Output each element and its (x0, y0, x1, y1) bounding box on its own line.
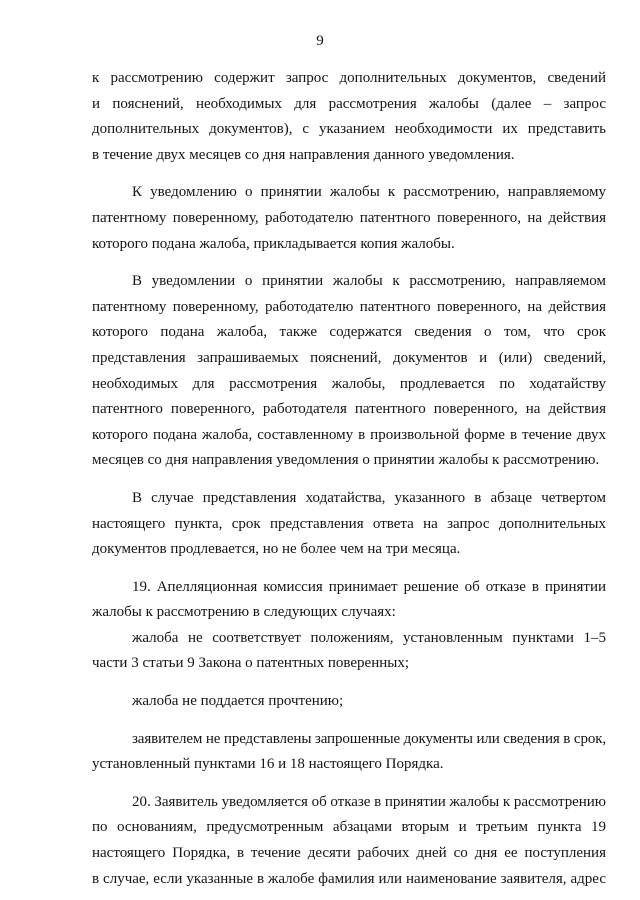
text-line: установленный пунктами 16 и 18 настоящего Порядка. (92, 756, 444, 773)
text-line: представления запрашиваемых пояснений, документов и (или) сведений, (92, 349, 606, 366)
text-line: В уведомлении о принятии жалобы к рассмотрению, направляемом (132, 273, 606, 290)
text-line: патентному поверенному, работодателю патентного поверенного, на действия (92, 209, 606, 226)
page-number: 9 (316, 33, 324, 49)
paragraph-list-item (92, 689, 606, 715)
text-line: В случае представления ходатайства, указанного в абзаце четвертом (132, 489, 606, 506)
paragraph-continuation (92, 66, 606, 168)
text-line: которого подана жалоба, также содержатся сведения о том, что срок (92, 324, 606, 341)
text-line: 20. Заявитель уведомляется об отказе в принятии жалобы к рассмотрению (132, 793, 606, 810)
paragraph-list-item (92, 626, 606, 677)
text-line: дополнительных документов), с указанием необходимости их представить (92, 121, 606, 138)
paragraph-list-item (92, 727, 606, 778)
text-line: части 3 статьи 9 Закона о патентных поверенных; (92, 655, 409, 672)
text-line: необходимых для рассмотрения жалобы, продлевается по ходатайству (92, 375, 606, 392)
text-line: и пояснений, необходимых для рассмотрения жалобы (далее – запрос (92, 95, 606, 112)
paragraph-term-extension (92, 269, 606, 474)
text-line: К уведомлению о принятии жалобы к рассмотрению, направляемому (132, 184, 606, 201)
text-line: жалобы к рассмотрению в следующих случаях: (92, 604, 396, 621)
text-line: в течение двух месяцев со дня направления данного уведомления. (92, 146, 515, 163)
text-line: которого подана жалоба, составленному в произвольной форме в течение двух (92, 426, 606, 443)
document-body (92, 66, 606, 892)
text-line: по основаниям, предусмотренным абзацами вторым и третьим пункта 19 (92, 819, 606, 836)
paragraph-item-20 (92, 790, 606, 892)
text-line: которого подана жалоба, прикладывается копия жалобы. (92, 235, 455, 252)
paragraph-complaint-copy (92, 180, 606, 257)
text-line: 19. Апелляционная комиссия принимает решение об отказе в принятии (132, 578, 606, 595)
text-line: в случае, если указанные в жалобе фамилия или наименование заявителя, адрес (92, 870, 606, 887)
paragraph-item-19 (92, 575, 606, 626)
text-line: патентного поверенного, работодателя патентного поверенного, на действия (92, 401, 606, 418)
paragraph-petition (92, 486, 606, 563)
text-line: жалоба не поддается прочтению; (132, 693, 344, 710)
text-line: месяцев со дня направления уведомления о принятии жалобы к рассмотрению. (92, 452, 600, 469)
text-line: настоящего пункта, срок представления ответа на запрос дополнительных (92, 515, 606, 532)
text-line: к рассмотрению содержит запрос дополнительных документов, сведений (92, 70, 606, 86)
text-line: жалоба не соответствует положениям, установленным пунктами 1–5 (132, 629, 606, 646)
text-line: документов продлевается, но не более чем на три месяца. (92, 541, 461, 558)
text-line: заявителем не представлены запрошенные документы или сведения в срок, (132, 730, 606, 747)
text-line: патентному поверенному, работодателю патентного поверенного, на действия (92, 298, 606, 315)
text-line: настоящего Порядка, в течение десяти рабочих дней со дня ее поступления (92, 845, 606, 862)
